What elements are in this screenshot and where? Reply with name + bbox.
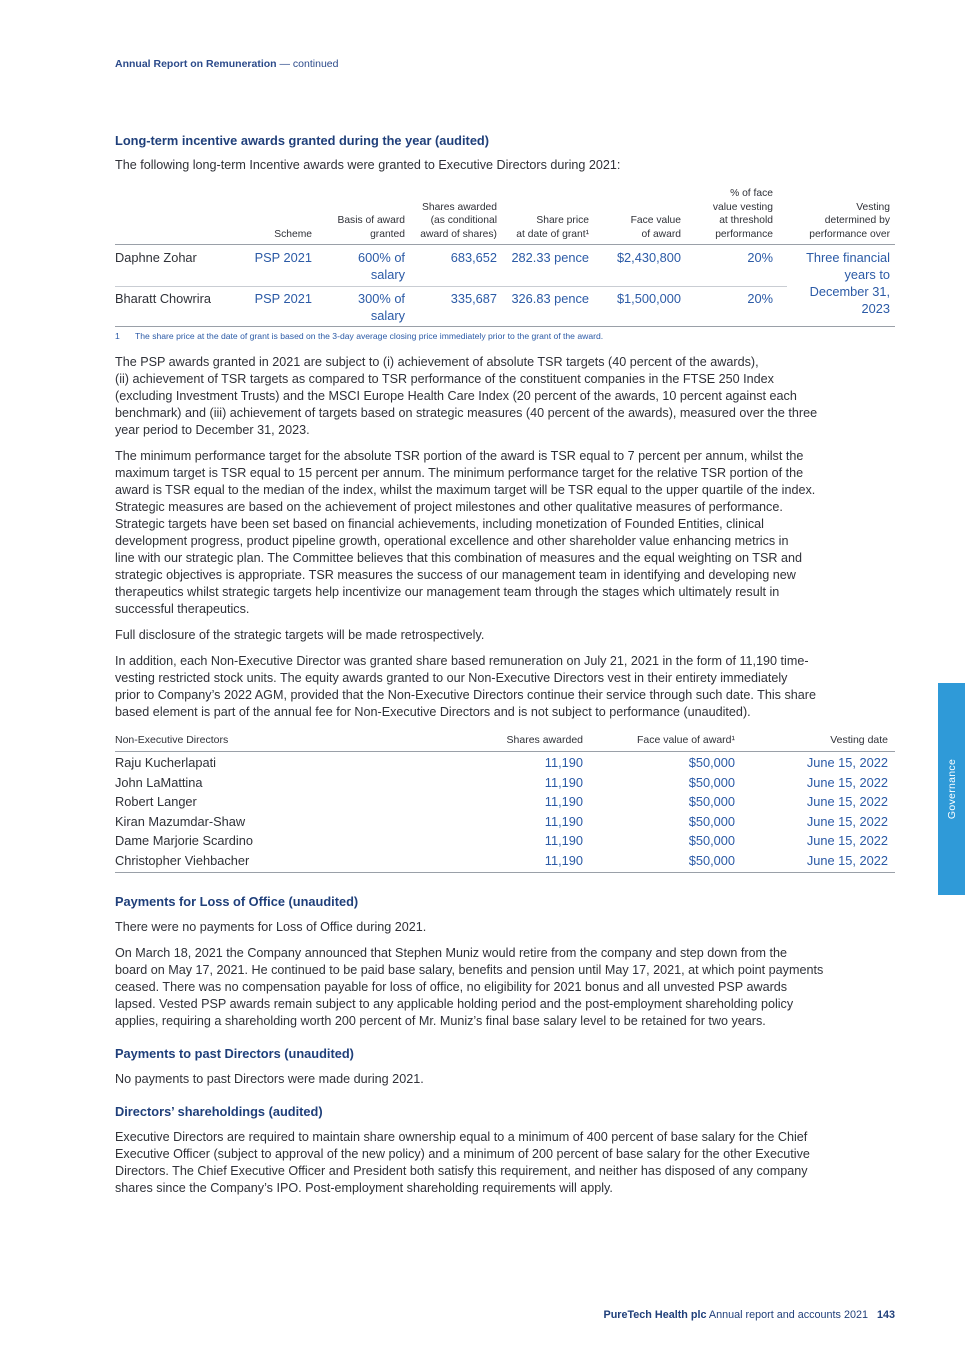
lti-name: Daphne Zohar (115, 250, 197, 265)
past-p: No payments to past Directors were made during 2021. (115, 1072, 424, 1086)
lti-name: Bharatt Chowrira (115, 291, 212, 306)
lti-scheme: PSP 2021 (254, 291, 312, 306)
footer-company: PureTech Health plc (603, 1309, 707, 1321)
disclosure-paragraph: Full disclosure of the strategic targets will be made retrospectively. (115, 628, 485, 642)
lti-face: $2,430,800 (616, 250, 681, 265)
col-scheme: Scheme (274, 228, 312, 240)
lti-scheme: PSP 2021 (254, 250, 312, 265)
lti-table-header (115, 189, 895, 245)
ned-row: Robert Langer 11,190 $50,000 June 15, 2022 (115, 794, 888, 810)
ned-row: John LaMattina 11,190 $50,000 June 15, 2022 (115, 774, 888, 790)
ned-col-name: Non-Executive Directors (115, 734, 229, 746)
footnote-number: 1 (115, 331, 120, 341)
col-vesting: Vesting determined by performance over (809, 201, 890, 240)
loss-p2: On March 18, 2021 the Company announced that Stephen Muniz would retire from the company and step down from the board on May 17, 2021. He continued to be paid base salary, benefits and pension until May 17, 2021, at which point payments ceased. There was no compensation payable for loss of office, no eligibility for 2021 bonus and all unvested PSP awards lapsed. Vested PSP awards remain subject to any applicable holding period and the post-employment shareholding policy applies, requiring a shareholding worth 200 percent of Mr. Muniz’s final base salary level to be retained for two years. (115, 946, 824, 1028)
lti-basis: 300% of salary (358, 291, 405, 323)
ned-table-header (115, 734, 895, 752)
ned-col-shares: Shares awarded (506, 734, 583, 746)
ned-row: Christopher Viehbacher 11,190 $50,000 June 15, 2022 (115, 853, 888, 868)
table-bottom-rule (115, 326, 895, 327)
lti-price: 282.33 pence (511, 250, 589, 265)
lti-threshold: 20% (747, 291, 773, 306)
page-number: 143 (876, 1309, 895, 1321)
lti-vesting-period: Three financial years to December 31, 2023 (806, 250, 890, 316)
lti-heading: Long-term incentive awards granted during the year (audited) (115, 133, 490, 148)
running-header-suffix: — continued (279, 58, 339, 70)
minimum-target-paragraph: The minimum performance target for the absolute TSR portion of the award is TSR equal to 7 percent per annum, whilst the maximum target is TSR equal to 15 percent per annum. The minimum performance target for the relative TSR portion of the award is TSR equal to the median of the index, whilst the maximum target will be TSR equal to the upper quartile of the index. Strategic measures are based on the achievement of project milestones and other qualitative measures of performance. Strategic targets have been set based on financial achievements, including monetization of Founded Entities, clinical development progress, product pipeline growth, operational excellence and other shareholder value enhancing metrics in line with our strategic plan. The Committee believes that this combination of measures and the equal weighting on TSR and strategic objectives is appropriate. TSR measures the success of our management team in identifying and developing new therapeutics whilst strategic targets help incentivize our management team through the stages which ultimately result in successful therapeutics. (115, 449, 816, 616)
running-header (115, 58, 338, 70)
col-face: Face value of award (630, 215, 681, 240)
ned-col-face: Face value of award¹ (636, 734, 735, 746)
lti-basis: 600% of salary (358, 250, 405, 282)
past-heading: Payments to past Directors (unaudited) (115, 1046, 354, 1061)
ned-intro-paragraph: In addition, each Non-Executive Director was granted share based remuneration on July 21, 2021 in the form of 11,190 time- vesting restricted stock units. The equity awards granted to our Non-Executive Directors vest in their entirety immediately prior to Company’s 2022 AGM, provided that the Non-Executive Directors continue their service through such date. This share based element is part of the annual fee for Non-Executive Directors and is not subject to performance (unaudited). (115, 654, 816, 719)
loss-heading: Payments for Loss of Office (unaudited) (115, 894, 359, 909)
ned-row: Raju Kucherlapati 11,190 $50,000 June 15, 2022 (115, 755, 888, 770)
lti-footnote (115, 331, 603, 341)
running-header-title: Annual Report on Remuneration (115, 58, 277, 70)
section-tab-governance[interactable] (938, 683, 965, 895)
ned-row: Kiran Mazumdar-Shaw 11,190 $50,000 June 15, 2022 (115, 813, 888, 829)
lti-threshold: 20% (747, 250, 773, 265)
col-threshold: % of face value vesting at threshold performance (712, 188, 773, 240)
holdings-heading: Directors’ shareholdings (audited) (115, 1104, 323, 1119)
lti-price: 326.83 pence (511, 291, 589, 306)
ned-bottom-rule (115, 872, 895, 873)
col-price: Share price at date of grant¹ (516, 215, 589, 240)
footer-report: Annual report and accounts 2021 (708, 1309, 868, 1321)
lti-shares: 683,652 (450, 250, 497, 265)
lti-shares: 335,687 (450, 291, 497, 306)
row-divider (115, 286, 787, 287)
col-shares: Shares awarded (as conditional award of shares) (420, 201, 497, 240)
col-basis: Basis of award granted (337, 215, 405, 240)
lti-face: $1,500,000 (616, 291, 681, 306)
page-footer (604, 1309, 896, 1321)
section-tab-label: Governance (945, 758, 958, 820)
lti-intro: The following long-term Incentive awards were granted to Executive Directors during 2021: (115, 158, 621, 172)
ned-col-vesting: Vesting date (830, 734, 888, 746)
loss-p1: There were no payments for Loss of Office during 2021. (115, 920, 427, 934)
psp-paragraph: The PSP awards granted in 2021 are subject to (i) achievement of absolute TSR targets (40 percent of the awards), (ii) achievement of TSR targets as compared to TSR performance of the constituent companies in the FTSE 250 Index (excluding Investment Trusts) and the MSCI Europe Health Care Index (20 percent of the awards, 10 percent against each benchmark) and (iii) achievement of targets based on strategic measures (40 percent of the awards), measured over the three year period to December 31, 2023. (115, 355, 818, 437)
ned-row: Dame Marjorie Scardino 11,190 $50,000 June 15, 2022 (115, 833, 888, 849)
footnote-text: The share price at the date of grant is based on the 3-day average closing price immediately prior to the grant of the award. (135, 331, 604, 341)
holdings-p: Executive Directors are required to maintain share ownership equal to a minimum of 400 percent of base salary for the Chief Executive Officer (subject to approval of the new policy) and a minimum of 200 percent of base salary for the other Executive Directors. The Chief Executive Officer and President both satisfy this requirement, and neither has disposed of any company shares since the Company’s IPO. Post-employment shareholding requirements will apply. (115, 1130, 810, 1195)
